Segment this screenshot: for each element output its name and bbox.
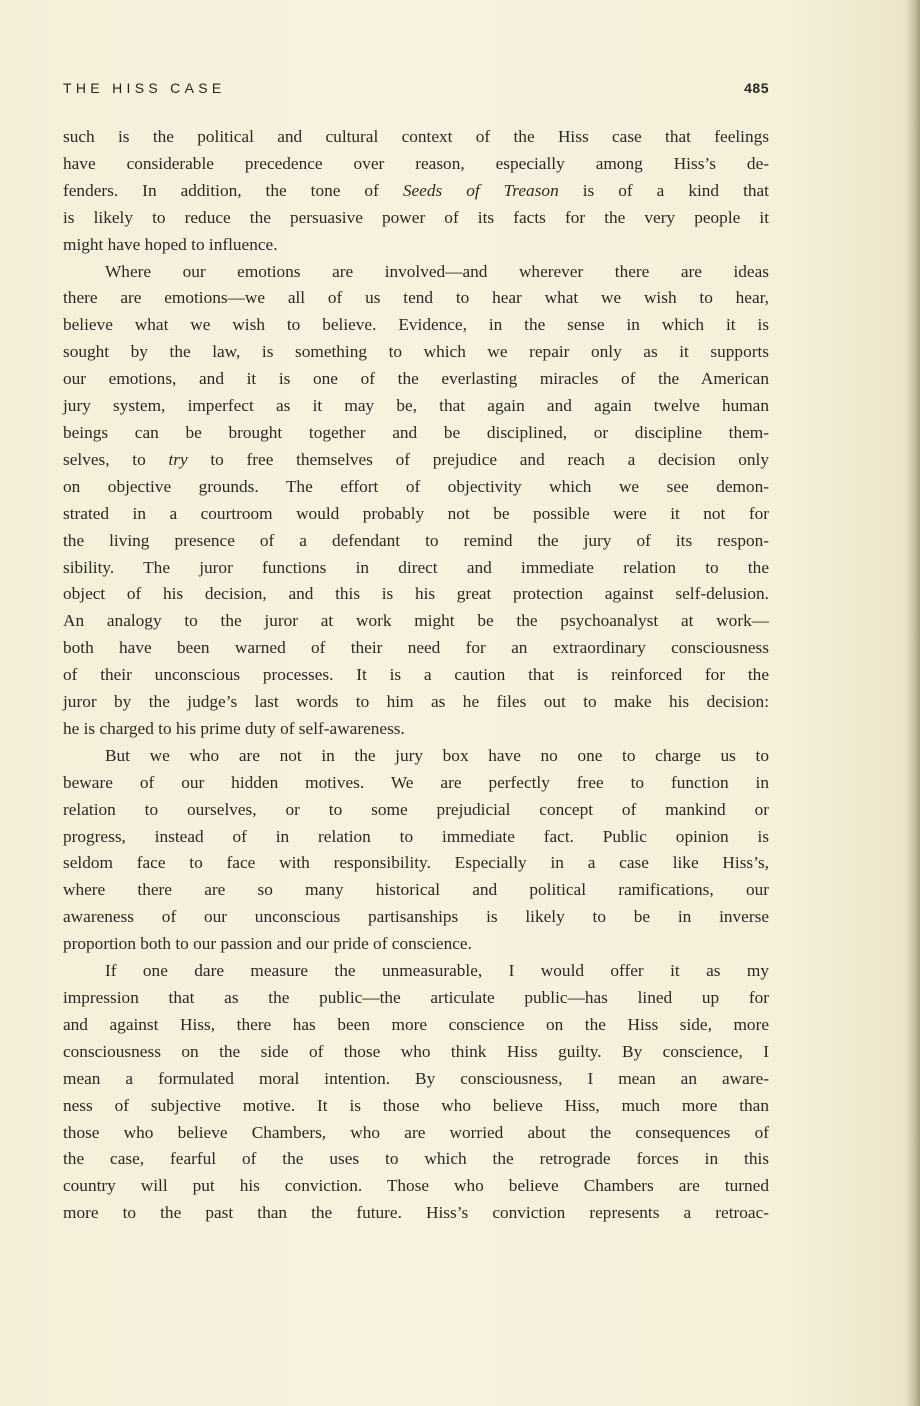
italic-text: try — [168, 449, 188, 469]
text-line: our emotions, and it is one of the everlasting miracles of the American — [63, 369, 769, 389]
text-line: where there are so many historical and political ramifications, our — [63, 880, 769, 900]
text-segment: selves, to — [63, 449, 169, 469]
text-line: the living presence of a defendant to remind the jury of its respon- — [63, 530, 769, 550]
text-line: and against Hiss, there has been more conscience on the Hiss side, more — [63, 1014, 769, 1034]
text-line: ness of subjective motive. It is those who believe Hiss, much more than — [63, 1095, 769, 1115]
text-line: proportion both to our passion and our pride of conscience. — [63, 934, 472, 954]
page-edge-shadow — [906, 0, 920, 1406]
text-line: awareness of our unconscious partisanships is likely to be in inverse — [63, 907, 769, 927]
text-line — [63, 447, 769, 474]
text-line: of their unconscious processes. It is a caution that is reinforced for the — [63, 665, 769, 685]
text-line: mean a formulated moral intention. By consciousness, I mean an aware- — [63, 1068, 769, 1088]
text-segment: is of a kind that — [558, 180, 769, 200]
body-text — [63, 124, 769, 1227]
text-line: those who believe Chambers, who are worried about the consequences of — [63, 1122, 769, 1142]
text-line: he is charged to his prime duty of self-awareness. — [63, 718, 405, 738]
text-line: believe what we wish to believe. Evidence, in the sense in which it is — [63, 315, 769, 335]
text-line: An analogy to the juror at work might be the psychoanalyst at work— — [63, 611, 769, 631]
running-title: THE HISS CASE — [63, 80, 226, 96]
text-line: If one dare measure the unmeasurable, I would offer it as my — [105, 961, 769, 981]
text-line: seldom face to face with responsibility. Especially in a case like Hiss’s, — [63, 853, 769, 873]
text-line: there are emotions—we all of us tend to hear what we wish to hear, — [63, 288, 769, 308]
running-header — [63, 80, 769, 110]
text-line: sibility. The juror functions in direct and immediate relation to the — [63, 557, 769, 577]
text-line: the case, fearful of the uses to which the retrograde forces in this — [63, 1149, 769, 1169]
text-line: object of his decision, and this is his great protection against self-delusion. — [63, 584, 769, 604]
text-line: juror by the judge’s last words to him as he files out to make his decision: — [63, 692, 769, 712]
page-number: 485 — [744, 80, 769, 96]
text-line — [63, 178, 769, 205]
italic-text: Seeds of Treason — [402, 180, 559, 200]
text-line: Where our emotions are involved—and wherever there are ideas — [105, 261, 769, 281]
text-line: sought by the law, is something to which we repair only as it supports — [63, 342, 769, 362]
text-line: country will put his conviction. Those who believe Chambers are turned — [63, 1176, 769, 1196]
text-line: progress, instead of in relation to immediate fact. Public opinion is — [63, 826, 769, 846]
text-segment: to free themselves of prejudice and reach a decision only — [187, 449, 770, 469]
text-line: relation to ourselves, or to some prejudicial concept of mankind or — [63, 799, 769, 819]
text-line: beings can be brought together and be disciplined, or discipline them- — [63, 422, 769, 442]
text-line: might have hoped to influence. — [63, 234, 278, 254]
text-line: have considerable precedence over reason, especially among Hiss’s de- — [63, 153, 769, 173]
text-line: such is the political and cultural context of the Hiss case that feelings — [63, 127, 769, 146]
text-line: strated in a courtroom would probably not be possible were it not for — [63, 503, 769, 523]
text-line: more to the past than the future. Hiss’s conviction represents a retroac- — [63, 1203, 769, 1223]
text-line: jury system, imperfect as it may be, that again and again twelve human — [63, 396, 769, 416]
text-segment: fenders. In addition, the tone of — [63, 180, 403, 200]
text-line: is likely to reduce the persuasive power of its facts for the very people it — [63, 207, 769, 227]
text-line: consciousness on the side of those who think Hiss guilty. By conscience, I — [63, 1041, 769, 1061]
text-line: on objective grounds. The effort of objectivity which we see demon- — [63, 476, 769, 496]
text-line: beware of our hidden motives. We are perfectly free to function in — [63, 772, 769, 792]
text-line: both have been warned of their need for an extraordinary consciousness — [63, 638, 769, 658]
text-line: But we who are not in the jury box have no one to charge us to — [105, 745, 769, 765]
text-line: impression that as the public—the articulate public—has lined up for — [63, 988, 769, 1007]
